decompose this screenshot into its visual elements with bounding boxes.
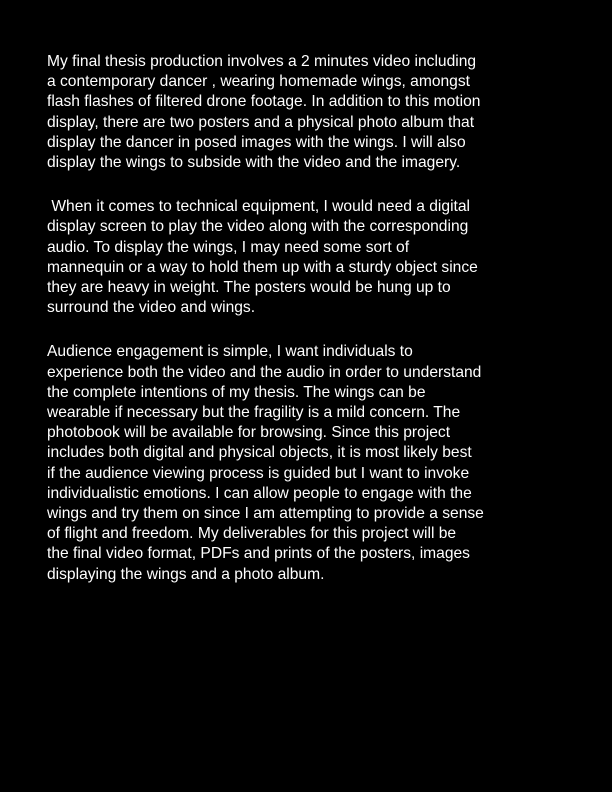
text-line: wearable if necessary but the fragility is a mild concern. The [47, 404, 461, 422]
text-line: experience both the video and the audio in order to understand [47, 363, 482, 381]
text-line: flash flashes of filtered drone footage. In addition to this motion [47, 93, 481, 111]
text-line: Audience engagement is simple, I want individuals to [47, 343, 413, 361]
text-line: displaying the wings and a photo album. [47, 565, 325, 583]
text-line: My final thesis production involves a 2 minutes video including [47, 53, 477, 70]
text-line: if the audience viewing process is guided but I want to invoke [47, 464, 470, 482]
text-line: display, there are two posters and a physical photo album that [47, 113, 475, 131]
text-line: When it comes to technical equipment, I would need a digital [47, 198, 471, 216]
text-line: mannequin or a way to hold them up with a sturdy object since [47, 258, 478, 276]
text-line: audio. To display the wings, I may need some sort of [47, 238, 410, 256]
text-line: includes both digital and physical objects, it is most likely best [47, 444, 472, 462]
text-line: surround the video and wings. [47, 299, 256, 317]
text-line: the complete intentions of my thesis. The wings can be [47, 383, 426, 401]
text-line: of flight and freedom. My deliverables for this project will be [47, 525, 457, 543]
paragraph-thesis-production [47, 52, 567, 173]
text-line: display screen to play the video along with the corresponding [47, 218, 469, 236]
text-line: a contemporary dancer , wearing homemade wings, amongst [47, 73, 470, 91]
paragraph-audience-engagement [47, 342, 567, 584]
text-line: wings and try them on since I am attempting to provide a sense [47, 505, 484, 523]
paragraph-technical-equipment [47, 197, 567, 318]
text-line: display the wings to subside with the video and the imagery. [47, 154, 461, 172]
document-body [47, 52, 567, 609]
text-line: display the dancer in posed images with the wings. I will also [47, 133, 466, 151]
text-line: individualistic emotions. I can allow people to engage with the [47, 484, 472, 502]
text-line: photobook will be available for browsing. Since this project [47, 424, 451, 442]
text-line: they are heavy in weight. The posters would be hung up to [47, 279, 451, 297]
text-line: the final video format, PDFs and prints of the posters, images [47, 545, 470, 563]
